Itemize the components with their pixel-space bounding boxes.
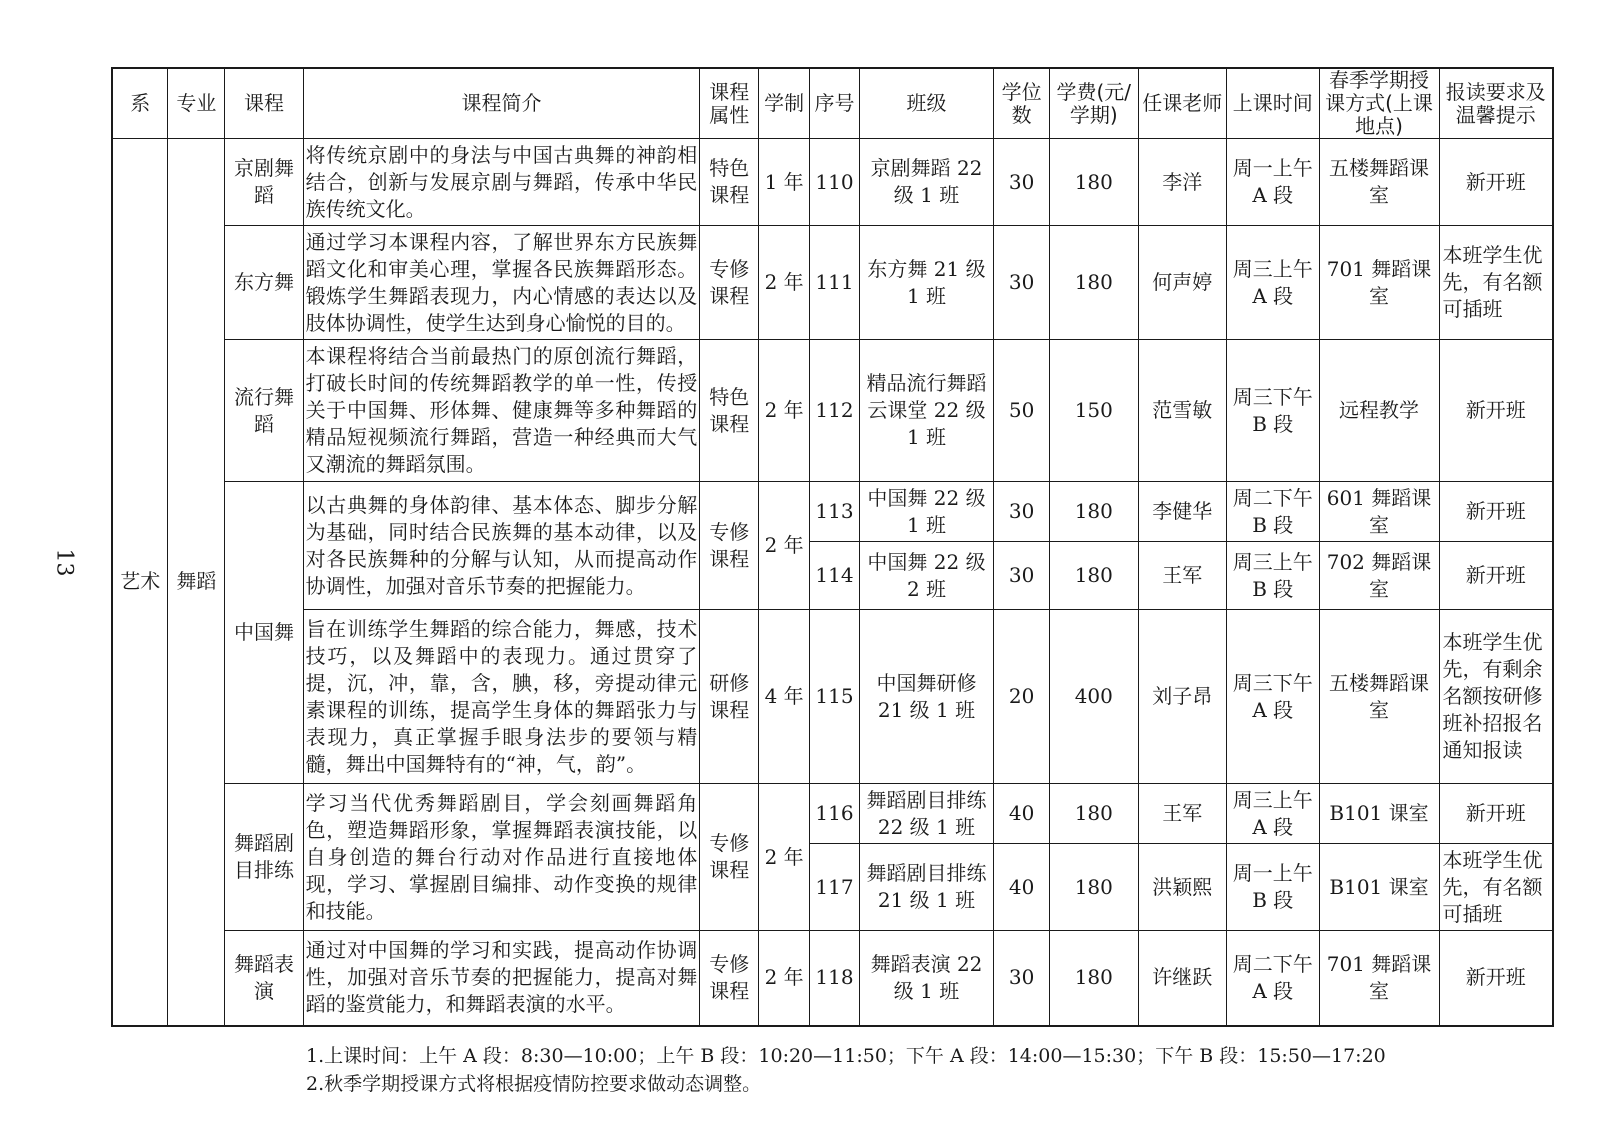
table-row <box>112 482 1553 542</box>
class-time: 周二下午 A 段 <box>1226 931 1319 1026</box>
course-duration: 2 年 <box>759 482 810 610</box>
class-name: 京剧舞蹈 22 级 1 班 <box>859 139 993 226</box>
department-cell: 艺术 <box>112 139 168 1026</box>
course-intro: 通过学习本课程内容，了解世界东方民族舞蹈文化和审美心理，掌握各民族舞蹈形态。锻炼学生舞蹈表现力，内心情感的表达以及肢体协调性，使学生达到身心愉悦的目的。 <box>303 226 700 340</box>
class-fee: 150 <box>1050 340 1138 482</box>
footnote: 1.上课时间：上午 A 段：8:30—10:00；上午 B 段：10:20—11:50；下午 A 段：14:00—15:30；下午 B 段：15:50—17:20 <box>306 1045 1386 1067</box>
footnotes <box>306 1042 1386 1098</box>
class-no: 112 <box>810 340 860 482</box>
col-header: 学制 <box>759 68 810 139</box>
class-note: 新开班 <box>1439 340 1553 482</box>
col-header: 系 <box>112 68 168 139</box>
class-teacher: 洪颖熙 <box>1138 844 1226 931</box>
class-teacher: 何声婷 <box>1138 226 1226 340</box>
class-name: 中国舞 22 级 2 班 <box>859 542 993 610</box>
class-note: 新开班 <box>1439 542 1553 610</box>
course-name: 舞蹈表演 <box>225 931 303 1026</box>
table-row <box>112 226 1553 340</box>
class-note: 新开班 <box>1439 784 1553 844</box>
class-fee: 180 <box>1050 784 1138 844</box>
class-mode: 701 舞蹈课室 <box>1319 226 1439 340</box>
course-name: 舞蹈剧目排练 <box>225 784 303 931</box>
class-no: 117 <box>810 844 860 931</box>
class-fee: 180 <box>1050 139 1138 226</box>
class-mode: B101 课室 <box>1319 844 1439 931</box>
class-note: 本班学生优先，有名额可插班 <box>1439 844 1553 931</box>
class-time: 周一上午 B 段 <box>1226 844 1319 931</box>
course-attr: 专修课程 <box>700 784 759 931</box>
course-intro: 通过对中国舞的学习和实践，提高动作协调性，加强对音乐节奏的把握能力，提高对舞蹈的鉴赏能力，和舞蹈表演的水平。 <box>303 931 700 1026</box>
col-header: 任课老师 <box>1138 68 1226 139</box>
class-teacher: 许继跃 <box>1138 931 1226 1026</box>
course-attr: 专修课程 <box>700 931 759 1026</box>
class-seats: 30 <box>994 139 1050 226</box>
class-time: 周三下午 B 段 <box>1226 340 1319 482</box>
course-intro: 将传统京剧中的身法与中国古典舞的神韵相结合，创新与发展京剧与舞蹈，传承中华民族传统文化。 <box>303 139 700 226</box>
course-name: 东方舞 <box>225 226 303 340</box>
course-duration: 2 年 <box>759 931 810 1026</box>
major-cell: 舞蹈 <box>168 139 225 1026</box>
class-teacher: 刘子昂 <box>1138 610 1226 784</box>
class-seats: 20 <box>994 610 1050 784</box>
course-attr: 专修课程 <box>700 226 759 340</box>
class-fee: 180 <box>1050 931 1138 1026</box>
class-seats: 30 <box>994 482 1050 542</box>
col-header: 课程属性 <box>700 68 759 139</box>
table-row <box>112 931 1553 1026</box>
class-no: 111 <box>810 226 860 340</box>
class-seats: 40 <box>994 844 1050 931</box>
class-fee: 180 <box>1050 482 1138 542</box>
course-table <box>111 67 1554 1027</box>
course-duration: 2 年 <box>759 784 810 931</box>
col-header: 序号 <box>810 68 860 139</box>
class-teacher: 范雪敏 <box>1138 340 1226 482</box>
class-mode: 五楼舞蹈课室 <box>1319 610 1439 784</box>
col-header: 学位数 <box>994 68 1050 139</box>
class-mode: 远程教学 <box>1319 340 1439 482</box>
col-header: 课程简介 <box>303 68 700 139</box>
class-mode: B101 课室 <box>1319 784 1439 844</box>
class-seats: 30 <box>994 226 1050 340</box>
col-header: 报读要求及温馨提示 <box>1439 68 1553 139</box>
class-time: 周三上午 B 段 <box>1226 542 1319 610</box>
class-name: 中国舞研修 21 级 1 班 <box>859 610 993 784</box>
table-row <box>112 139 1553 226</box>
class-seats: 50 <box>994 340 1050 482</box>
class-name: 中国舞 22 级 1 班 <box>859 482 993 542</box>
class-mode: 五楼舞蹈课室 <box>1319 139 1439 226</box>
table-row <box>112 340 1553 482</box>
class-fee: 180 <box>1050 844 1138 931</box>
class-name: 舞蹈剧目排练 22 级 1 班 <box>859 784 993 844</box>
class-no: 115 <box>810 610 860 784</box>
class-time: 周三上午 A 段 <box>1226 226 1319 340</box>
class-fee: 180 <box>1050 542 1138 610</box>
course-name: 流行舞蹈 <box>225 340 303 482</box>
class-note: 本班学生优先，有剩余名额按研修班补招报名通知报读 <box>1439 610 1553 784</box>
page-number: 13 <box>51 548 77 577</box>
class-teacher: 王军 <box>1138 784 1226 844</box>
class-note: 新开班 <box>1439 139 1553 226</box>
class-no: 114 <box>810 542 860 610</box>
class-name: 精品流行舞蹈云课堂 22 级 1 班 <box>859 340 993 482</box>
class-time: 周二下午 B 段 <box>1226 482 1319 542</box>
col-header: 上课时间 <box>1226 68 1319 139</box>
class-note: 新开班 <box>1439 931 1553 1026</box>
class-note: 新开班 <box>1439 482 1553 542</box>
course-attr: 研修课程 <box>700 610 759 784</box>
col-header: 学费(元/学期) <box>1050 68 1138 139</box>
class-seats: 30 <box>994 542 1050 610</box>
class-fee: 180 <box>1050 226 1138 340</box>
course-name: 京剧舞蹈 <box>225 139 303 226</box>
table-row <box>112 610 1553 784</box>
class-name: 舞蹈剧目排练 21 级 1 班 <box>859 844 993 931</box>
course-intro: 旨在训练学生舞蹈的综合能力，舞感，技术技巧，以及舞蹈中的表现力。通过贯穿了提，沉，冲，靠，含，腆，移，旁提动律元素课程的训练，提高学生身体的舞蹈张力与表现力，真正掌握手眼身法步的要领与精髓，舞出中国舞特有的“神，气，韵”。 <box>303 610 700 784</box>
col-header: 课程 <box>225 68 303 139</box>
class-teacher: 李洋 <box>1138 139 1226 226</box>
class-time: 周三下午 A 段 <box>1226 610 1319 784</box>
class-fee: 400 <box>1050 610 1138 784</box>
class-name: 舞蹈表演 22 级 1 班 <box>859 931 993 1026</box>
course-duration: 1 年 <box>759 139 810 226</box>
course-attr: 特色课程 <box>700 340 759 482</box>
class-time: 周一上午 A 段 <box>1226 139 1319 226</box>
course-intro: 以古典舞的身体韵律、基本体态、脚步分解为基础，同时结合民族舞的基本动律，以及对各民族舞种的分解与认知，从而提高动作协调性，加强对音乐节奏的把握能力。 <box>303 482 700 610</box>
col-header: 班级 <box>859 68 993 139</box>
course-name: 中国舞 <box>225 482 303 784</box>
col-header: 春季学期授课方式(上课地点) <box>1319 68 1439 139</box>
class-no: 110 <box>810 139 860 226</box>
class-teacher: 王军 <box>1138 542 1226 610</box>
course-duration: 2 年 <box>759 340 810 482</box>
col-header: 专业 <box>168 68 225 139</box>
course-intro: 本课程将结合当前最热门的原创流行舞蹈，打破长时间的传统舞蹈教学的单一性，传授关于中国舞、形体舞、健康舞等多种舞蹈的精品短视频流行舞蹈，营造一种经典而大气又潮流的舞蹈氛围。 <box>303 340 700 482</box>
header-row <box>112 68 1553 139</box>
course-attr: 专修课程 <box>700 482 759 610</box>
course-intro: 学习当代优秀舞蹈剧目，学会刻画舞蹈角色，塑造舞蹈形象，掌握舞蹈表演技能，以自身创造的舞台行动对作品进行直接地体现，学习、掌握剧目编排、动作变换的规律和技能。 <box>303 784 700 931</box>
class-name: 东方舞 21 级 1 班 <box>859 226 993 340</box>
class-seats: 30 <box>994 931 1050 1026</box>
class-no: 113 <box>810 482 860 542</box>
class-no: 118 <box>810 931 860 1026</box>
class-seats: 40 <box>994 784 1050 844</box>
course-attr: 特色课程 <box>700 139 759 226</box>
footnote: 2.秋季学期授课方式将根据疫情防控要求做动态调整。 <box>306 1073 762 1095</box>
class-no: 116 <box>810 784 860 844</box>
class-teacher: 李健华 <box>1138 482 1226 542</box>
table-row <box>112 784 1553 844</box>
class-mode: 702 舞蹈课室 <box>1319 542 1439 610</box>
class-time: 周三上午 A 段 <box>1226 784 1319 844</box>
class-mode: 601 舞蹈课室 <box>1319 482 1439 542</box>
course-duration: 4 年 <box>759 610 810 784</box>
class-mode: 701 舞蹈课室 <box>1319 931 1439 1026</box>
class-note: 本班学生优先，有名额可插班 <box>1439 226 1553 340</box>
course-duration: 2 年 <box>759 226 810 340</box>
